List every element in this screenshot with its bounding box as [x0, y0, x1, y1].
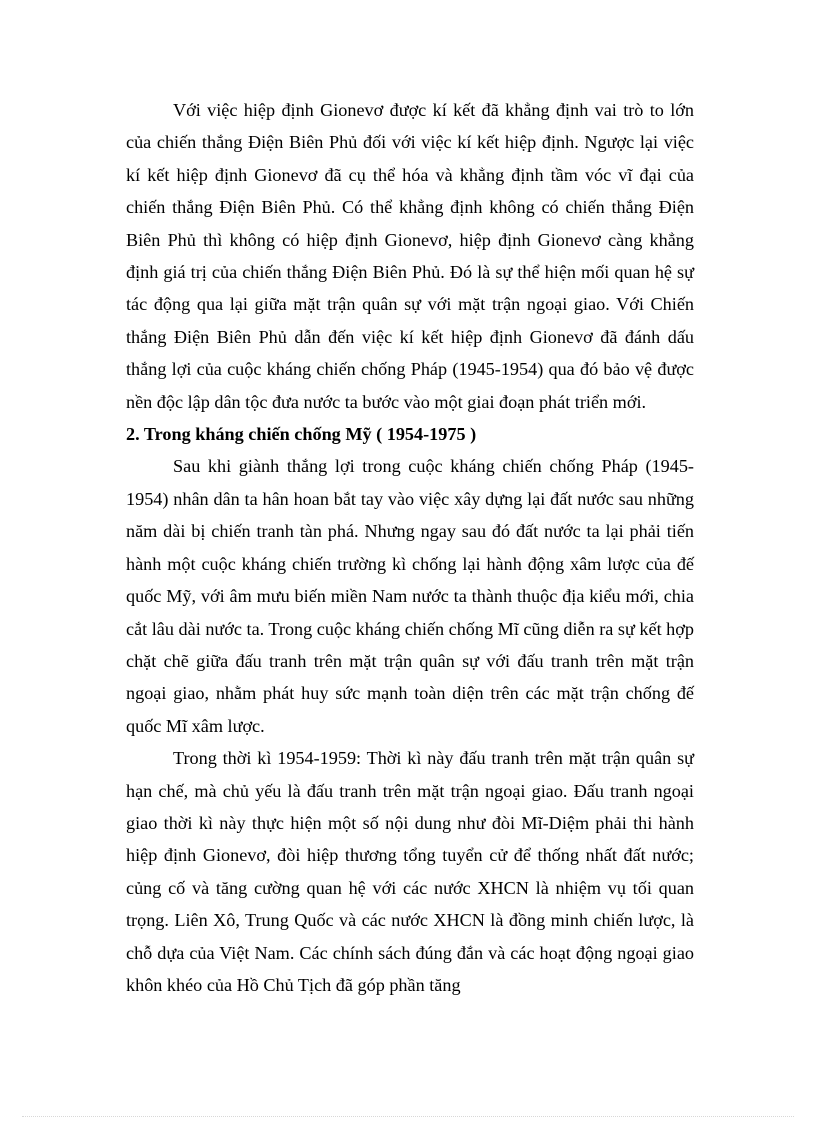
- paragraph-intro: Với việc hiệp định Gionevơ được kí kết đã khẳng định vai trò to lớn của chiến thắng Điện Biên Phủ đối với việc kí kết hiệp định. Ngược lại việc kí kết hiệp định Gionevơ đã cụ thể hóa và khẳng định tầm vóc vĩ đại của chiến thắng Điện Biên Phủ. Có thể khẳng định không có chiến thắng Điện Biên Phủ thì không có hiệp định Gionevơ, hiệp định Gionevơ càng khẳng định giá trị của chiến thắng Điện Biên Phủ. Đó là sự thể hiện mối quan hệ sự tác động qua lại giữa mặt trận quân sự với mặt trận ngoại giao. Với Chiến thắng Điện Biên Phủ dẫn đến việc kí kết hiệp định Gionevơ đã đánh dấu thắng lợi của cuộc kháng chiến chống Pháp (1945-1954) qua đó bảo vệ được nền độc lập dân tộc đưa nước ta bước vào một giai đoạn phát triển mới.: [126, 100, 694, 412]
- paragraph-section-2: Trong thời kì 1954-1959: Thời kì này đấu tranh trên mặt trận quân sự hạn chế, mà chủ yếu là đấu tranh trên mặt trận ngoại giao. Đấu tranh ngoại giao thời kì này thực hiện một số nội dung như đòi Mĩ-Diệm phải thi hành hiệp định Gionevơ, đòi hiệp thương tổng tuyển cử để thống nhất đất nước; củng cố và tăng cường quan hệ với các nước XHCN là nhiệm vụ tối quan trọng. Liên Xô, Trung Quốc và các nước XHCN là đồng minh chiến lược, là chỗ dựa của Việt Nam. Các chính sách đúng đắn và các hoạt động ngoại giao khôn khéo của Hồ Chủ Tịch đã góp phần tăng: [126, 748, 694, 995]
- document-body: [126, 94, 694, 1001]
- section-heading: 2. Trong kháng chiến chống Mỹ ( 1954-1975 ): [126, 424, 477, 445]
- paragraph-section-1: Sau khi giành thắng lợi trong cuộc kháng chiến chống Pháp (1945-1954) nhân dân ta hân hoan bắt tay vào việc xây dựng lại đất nước sau những năm dài bị chiến tranh tàn phá. Nhưng ngay sau đó đất nước ta lại phải tiến hành một cuộc kháng chiến trường kì chống lại hành động xâm lược của đế quốc Mỹ, với âm mưu biến miền Nam nước ta thành thuộc địa kiểu mới, chia cắt lâu dài nước ta. Trong cuộc kháng chiến chống Mĩ cũng diễn ra sự kết hợp chặt chẽ giữa đấu tranh trên mặt trận quân sự với đấu tranh trên mặt trận ngoại giao, nhằm phát huy sức mạnh toàn diện trên các mặt trận chống đế quốc Mĩ xâm lược.: [126, 456, 694, 736]
- page-bottom-edge: [22, 1116, 794, 1117]
